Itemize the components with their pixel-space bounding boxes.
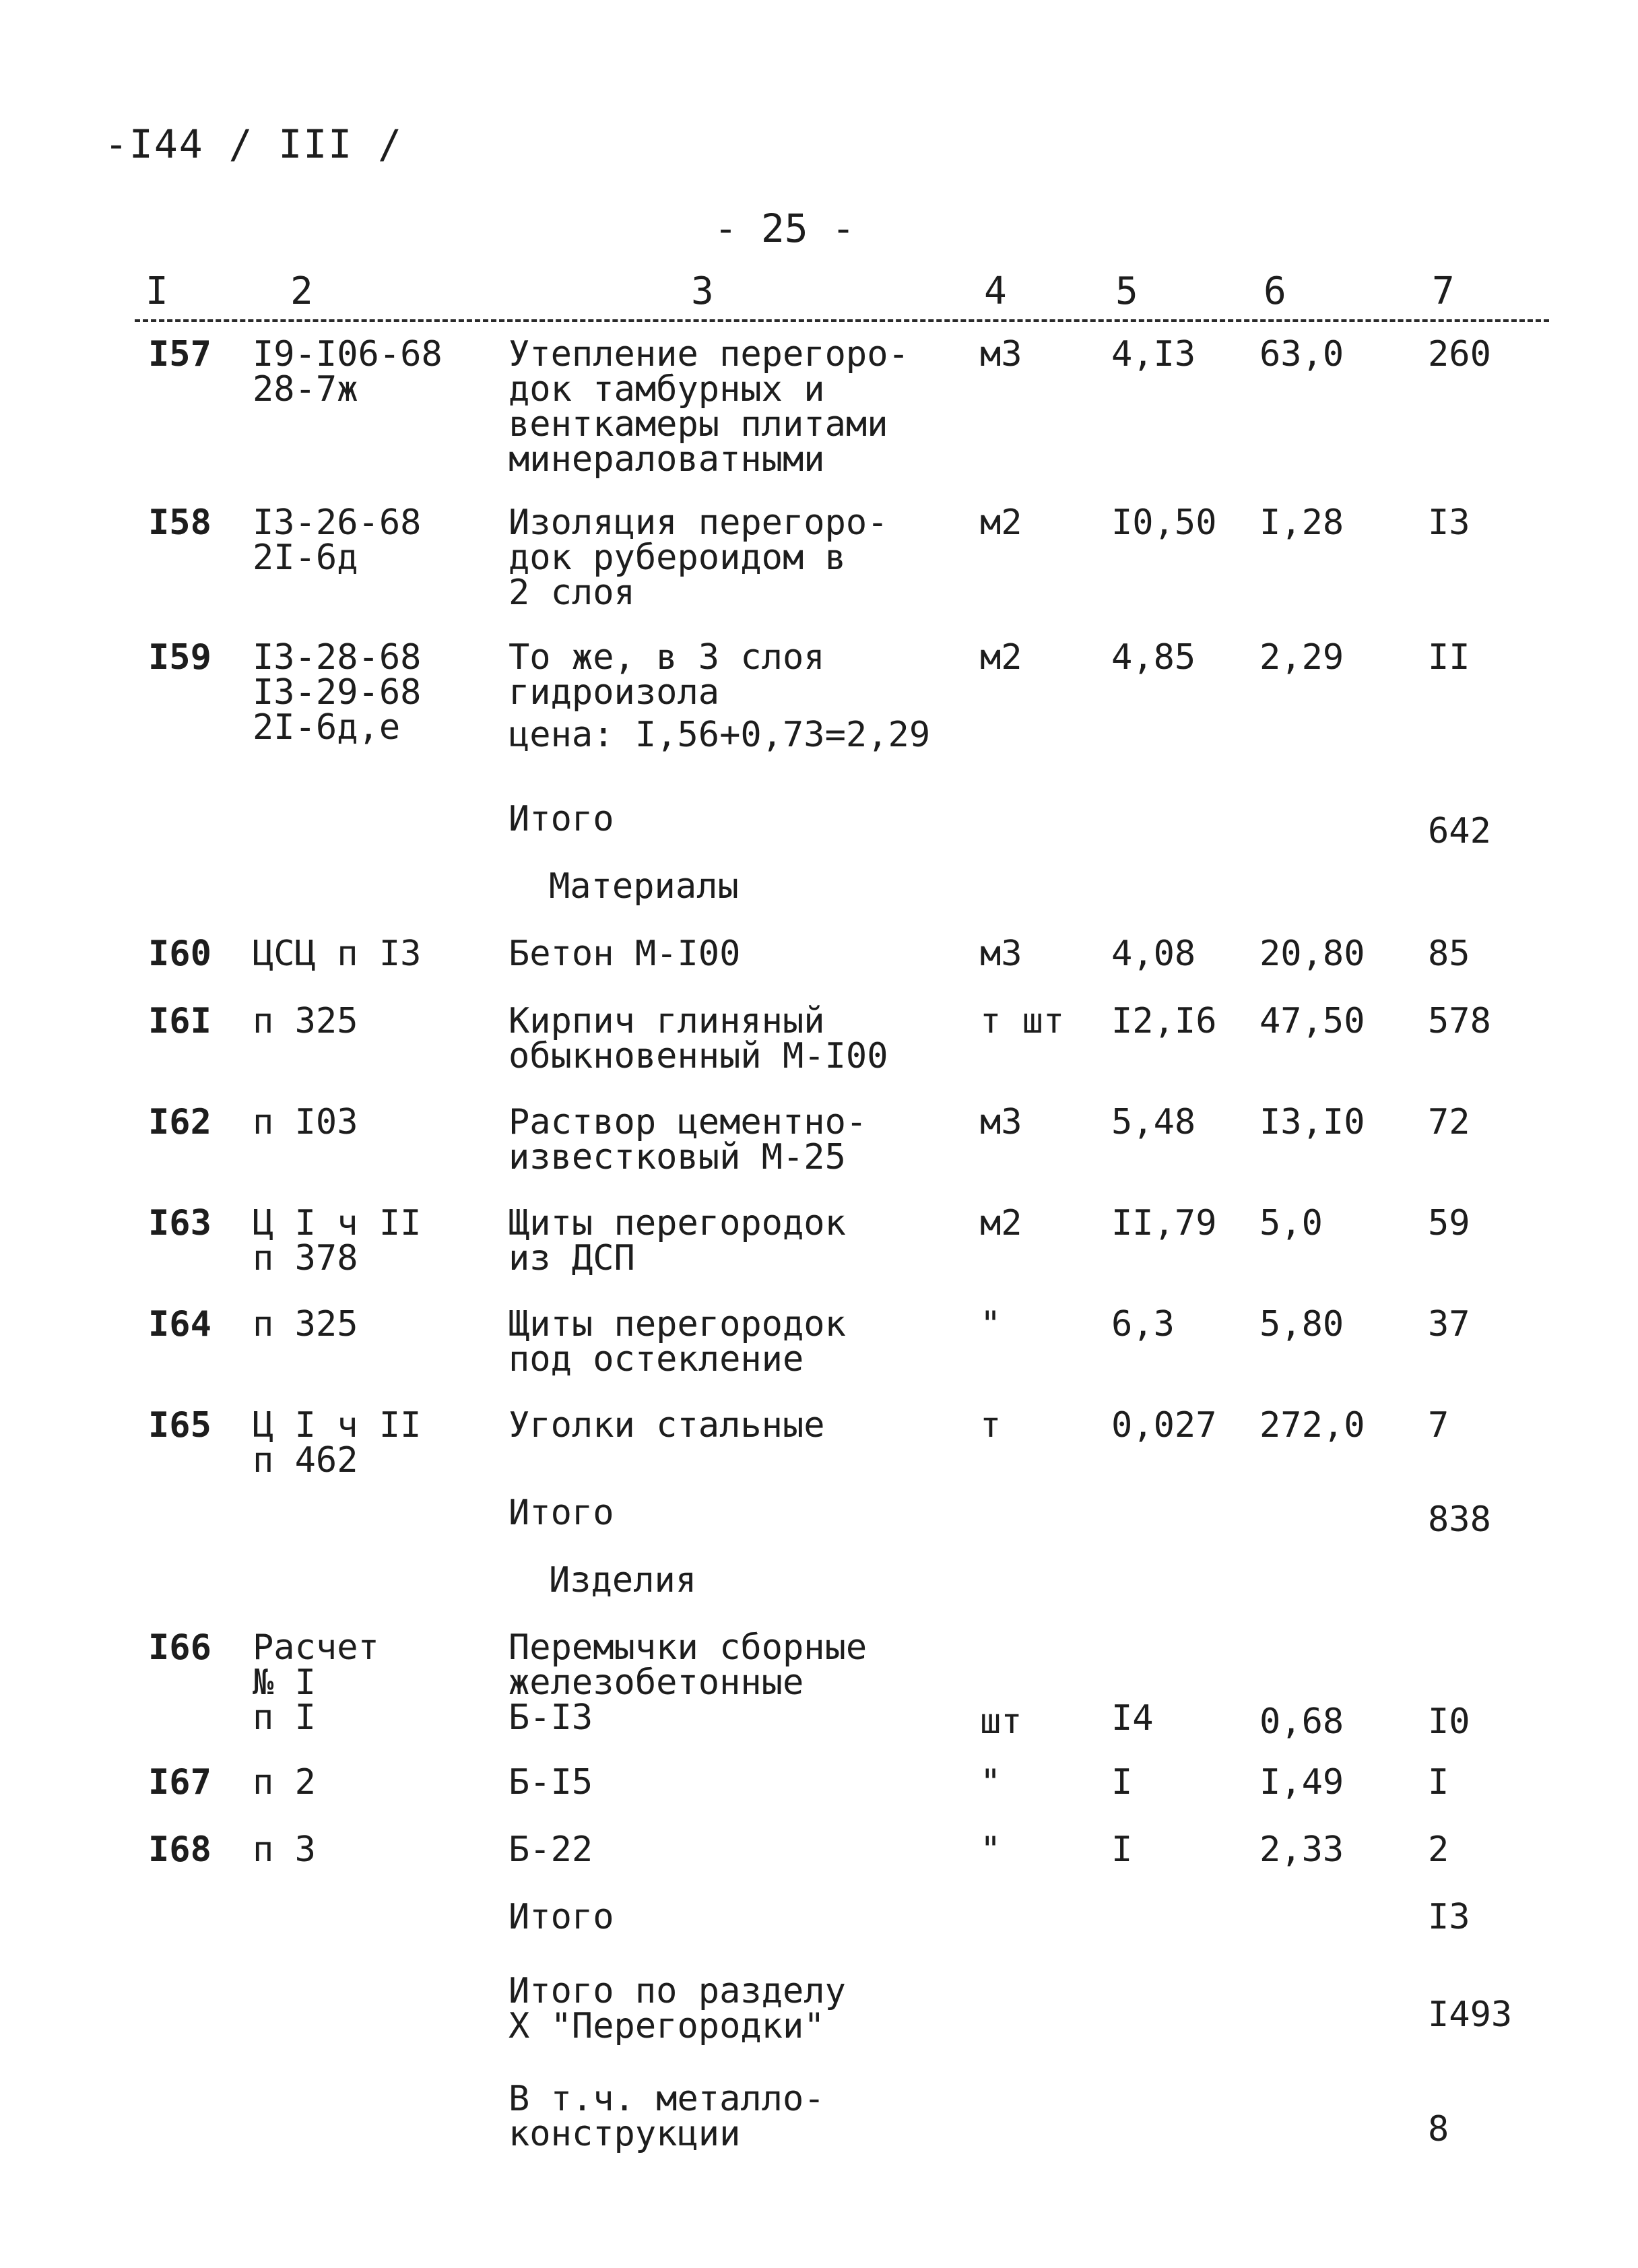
price-calculation-note: цена: I,56+0,73=2,29 [509,715,931,755]
item-price: 63,0 [1259,334,1344,375]
item-name: Перемычки сборные железобетонные Б-I3 [509,1627,867,1738]
item-total: 59 [1428,1203,1470,1243]
item-quantity: 4,85 [1111,637,1196,678]
item-unit: м3 [980,334,1022,375]
item-total: 37 [1428,1304,1470,1344]
col-header-6: 6 [1259,269,1290,313]
subtotal-label: Итого [509,1897,614,1937]
item-name: Изоляция перегоро- док рубероидом в 2 слоя [509,503,888,613]
item-total: 578 [1428,1001,1491,1041]
item-number: I67 [148,1762,211,1803]
item-price: I3,I0 [1259,1102,1365,1142]
item-number: I62 [148,1102,211,1142]
metal-structures-value: 8 [1428,2109,1449,2149]
item-name: То же, в 3 слоя гидроизола [509,637,825,713]
item-price: I,28 [1259,503,1344,543]
item-total: 2 [1428,1829,1449,1870]
item-name: Кирпич глиняный обыкновенный М-I00 [509,1001,888,1076]
subtotal-value: I3 [1428,1897,1470,1937]
section-title: Материалы [549,866,739,907]
item-unit: т [980,1405,1002,1446]
item-price: 47,50 [1259,1001,1365,1041]
item-code: п 325 [253,1304,358,1344]
item-quantity: I0,50 [1111,503,1217,543]
item-unit: м3 [980,934,1022,974]
item-total: 72 [1428,1102,1470,1142]
item-quantity: 0,027 [1111,1405,1217,1446]
item-total: II [1428,637,1470,678]
item-unit: м2 [980,1203,1022,1243]
item-name: Бетон М-I00 [509,934,741,974]
item-quantity: I4 [1111,1698,1154,1739]
section-title: Изделия [549,1560,697,1600]
item-quantity: 4,08 [1111,934,1196,974]
col-header-1: I [141,269,172,313]
item-code: п 325 [253,1001,358,1041]
item-name: Б-22 [509,1829,593,1870]
subtotal-value: 642 [1428,811,1491,851]
item-number: I63 [148,1203,211,1243]
column-header-row [135,269,1549,337]
item-unit: шт [980,1702,1022,1742]
item-number: I6I [148,1001,211,1041]
corner-mark: -I44 / III / [104,121,403,167]
item-quantity: 5,48 [1111,1102,1196,1142]
item-price: 20,80 [1259,934,1365,974]
item-number: I65 [148,1405,211,1446]
item-unit: м3 [980,1102,1022,1142]
item-code: Ц I ч II п 378 [253,1203,422,1278]
item-quantity: I [1111,1829,1133,1870]
item-code: п I03 [253,1102,358,1142]
item-unit: " [980,1762,1002,1803]
item-code: ЦСЦ п I3 [253,934,422,974]
item-price: 5,0 [1259,1203,1323,1243]
item-price: 5,80 [1259,1304,1344,1344]
item-total: 260 [1428,334,1491,375]
subtotal-label: Итого [509,799,614,839]
item-unit: " [980,1829,1002,1870]
item-name: Уголки стальные [509,1405,825,1446]
item-total: I [1428,1762,1449,1803]
item-price: 2,33 [1259,1829,1344,1870]
metal-structures-label: В т.ч. металло- конструкции [509,2079,825,2154]
item-quantity: 4,I3 [1111,334,1196,375]
header-dashed-line [135,319,1549,322]
section-total-label: Итого по разделу X "Перегородки" [509,1971,846,2046]
item-number: I68 [148,1829,211,1870]
item-code: п 3 [253,1829,316,1870]
item-unit: м2 [980,637,1022,678]
item-number: I57 [148,334,211,375]
section-total-value: I493 [1428,1995,1513,2035]
item-price: 272,0 [1259,1405,1365,1446]
item-total: I0 [1428,1702,1470,1742]
item-price: I,49 [1259,1762,1344,1803]
item-number: I60 [148,934,211,974]
item-code: Ц I ч II п 462 [253,1405,422,1481]
item-name: Утепление перегоро- док тамбурных и венткамеры плитами минераловатными [509,334,909,480]
item-number: I66 [148,1627,211,1668]
item-code: I3-26-68 2I-6д [253,503,422,578]
item-unit: т шт [980,1001,1065,1041]
item-name: Щиты перегородок из ДСП [509,1203,846,1278]
item-total: 7 [1428,1405,1449,1446]
page-number: - 25 - [714,205,855,251]
item-name: Раствор цементно- известковый М-25 [509,1102,867,1177]
col-header-5: 5 [1111,269,1142,313]
item-quantity: I [1111,1762,1133,1803]
item-name: Б-I5 [509,1762,593,1803]
item-code: Расчет № I п I [253,1627,379,1738]
item-number: I58 [148,503,211,543]
col-header-3: 3 [687,269,718,313]
subtotal-value: 838 [1428,1499,1491,1540]
item-name: Щиты перегородок под остекление [509,1304,846,1380]
item-number: I64 [148,1304,211,1344]
col-header-4: 4 [980,269,1011,313]
item-unit: м2 [980,503,1022,543]
item-number: I59 [148,637,211,678]
item-quantity: I2,I6 [1111,1001,1217,1041]
col-header-7: 7 [1428,269,1459,313]
item-code: I9-I06-68 28-7ж [253,334,443,410]
item-unit: " [980,1304,1002,1344]
item-code: I3-28-68 I3-29-68 2I-6д,е [253,637,422,748]
item-quantity: 6,3 [1111,1304,1175,1344]
item-price: 2,29 [1259,637,1344,678]
col-header-2: 2 [286,269,317,313]
item-code: п 2 [253,1762,316,1803]
item-total: I3 [1428,503,1470,543]
subtotal-label: Итого [509,1493,614,1533]
item-total: 85 [1428,934,1470,974]
item-price: 0,68 [1259,1702,1344,1742]
item-quantity: II,79 [1111,1203,1217,1243]
